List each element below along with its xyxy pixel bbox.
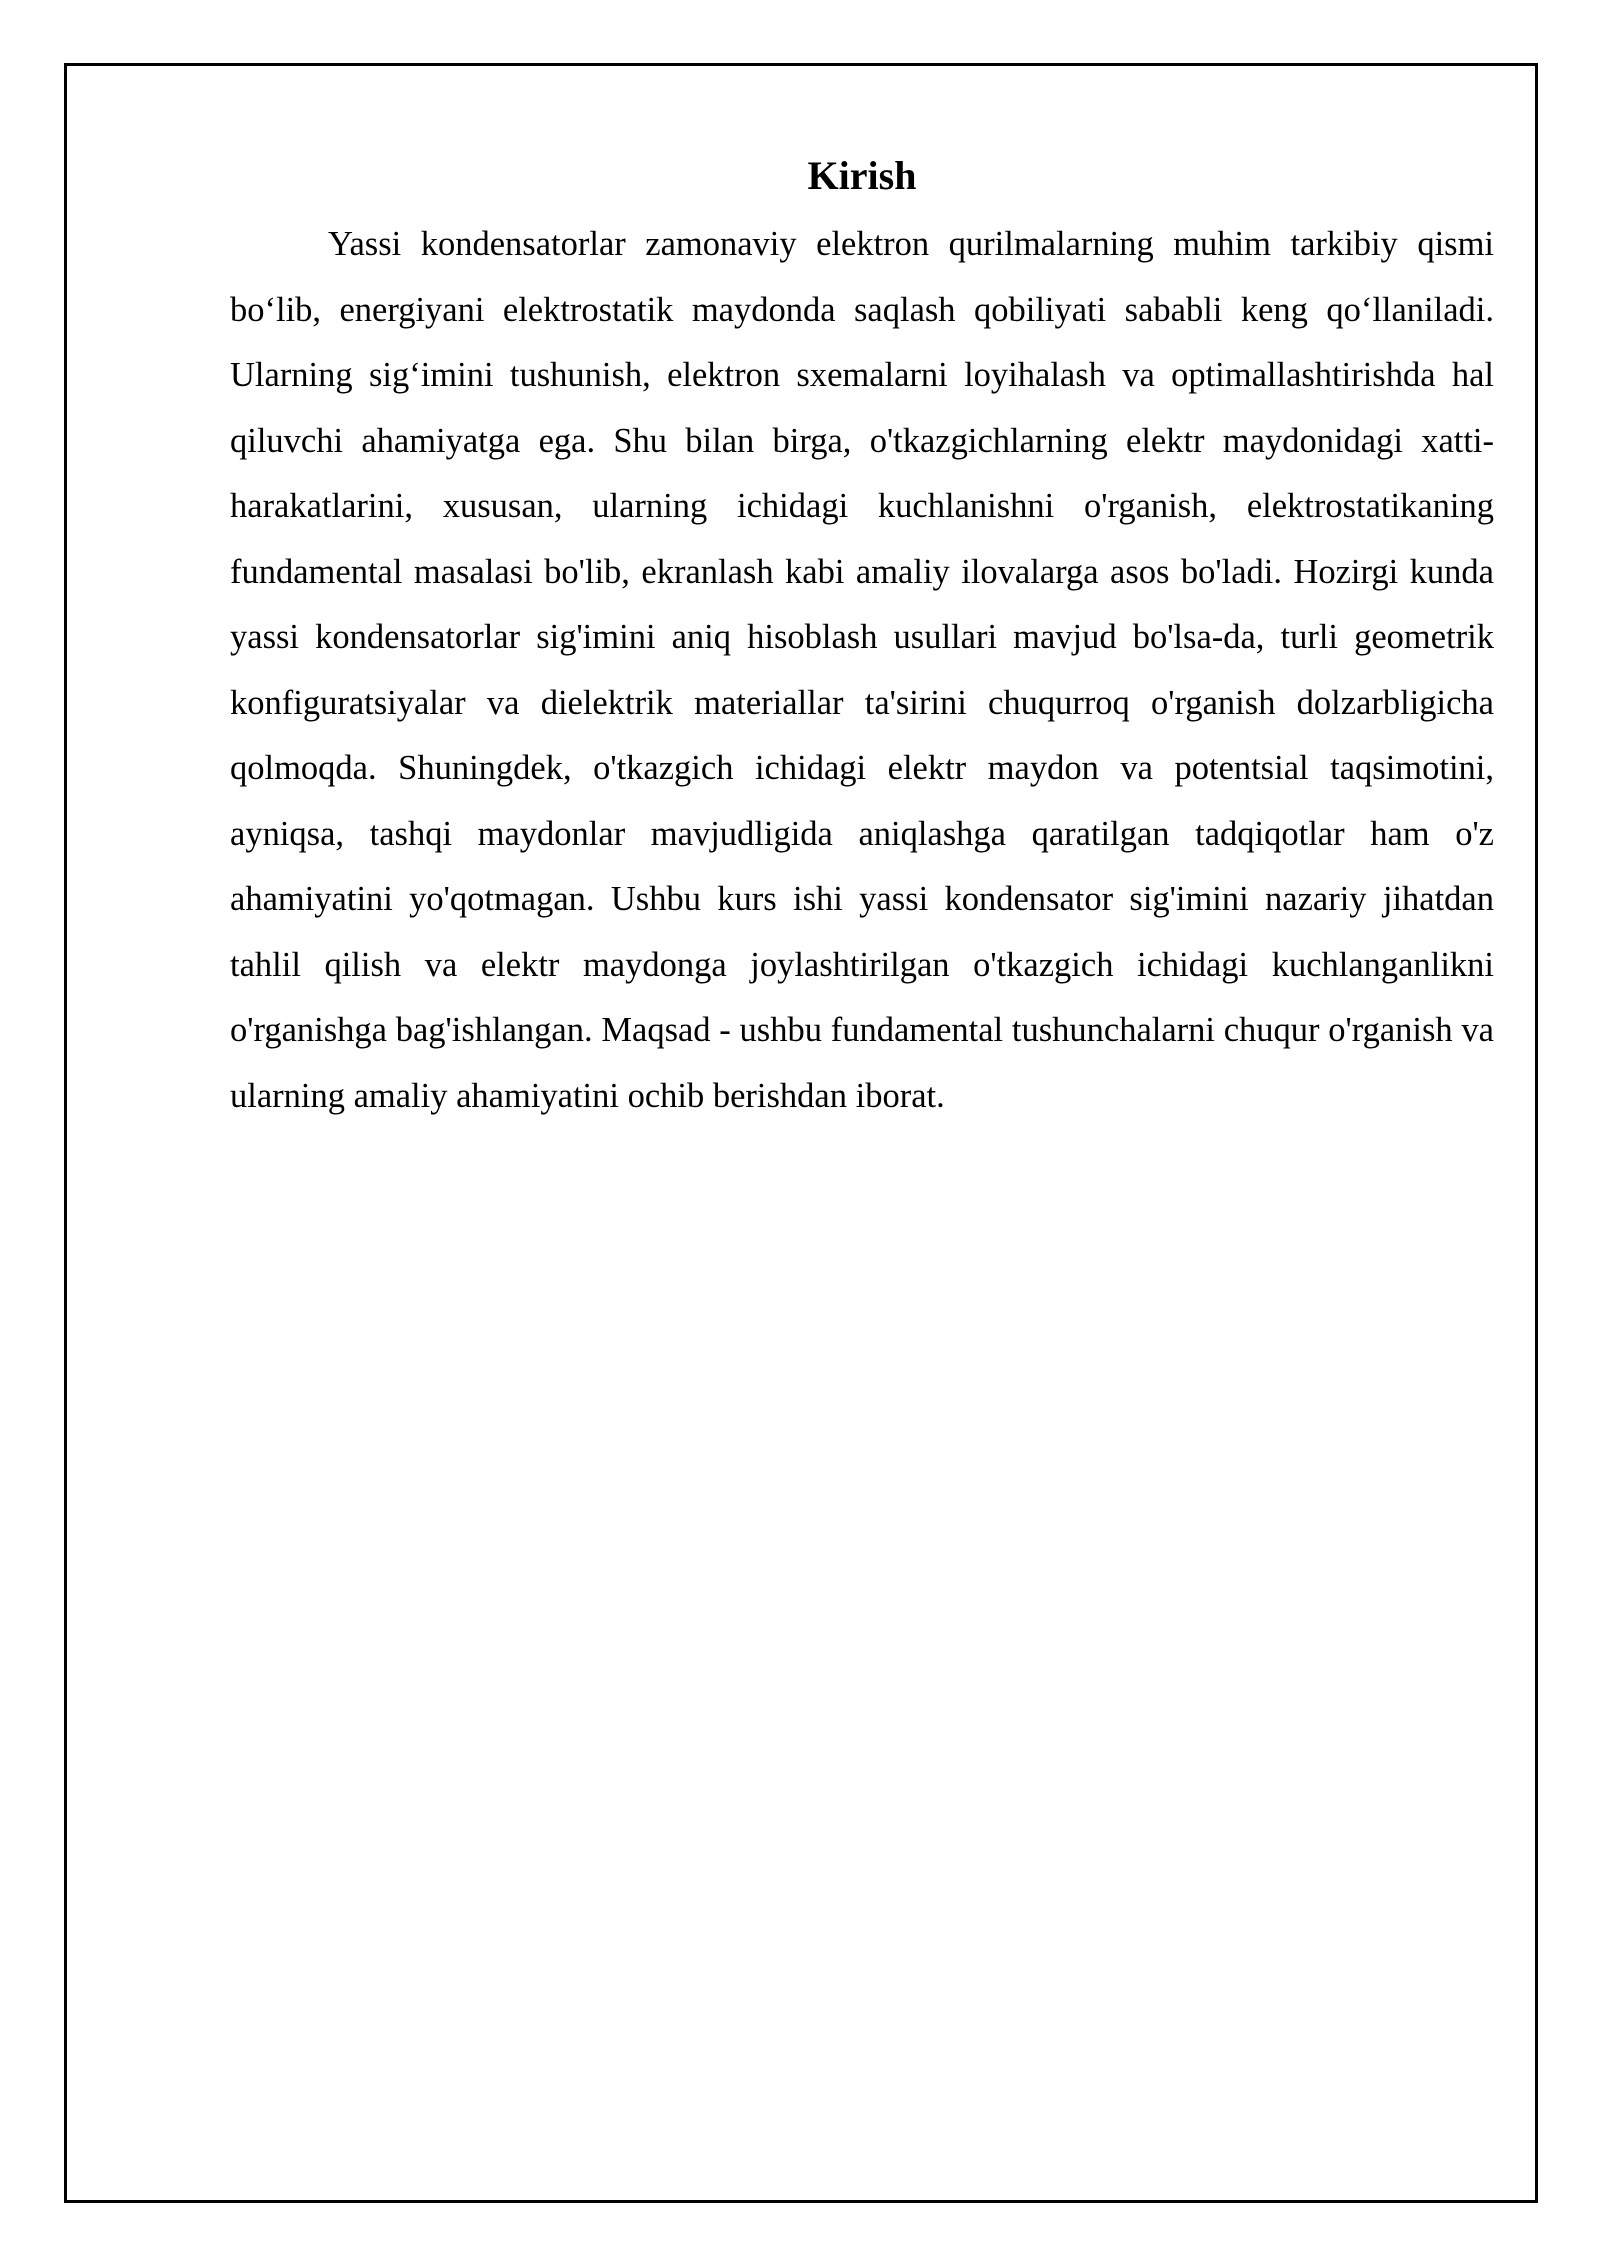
section-title: Kirish: [807, 153, 917, 198]
intro-paragraph: Yassi kondensatorlar zamonaviy elektron qurilmalarning muhim tarkibiy qismi bo‘lib, energiyani elektrostatik maydonda saqlash qobiliyati sababli keng qo‘llaniladi. Ularning sig‘imini tushunish, elektron sxemalarni loyihalash va optimallashtirishda hal qiluvchi ahamiyatga ega. Shu bilan birga, o'tkazgichlarning elektr maydonidagi xatti-harakatlarini, xususan, ularning ichidagi kuchlanishni o'rganish, elektrostatikaning fundamental masalasi bo'lib, ekranlash kabi amaliy ilovalarga asos bo'ladi. Hozirgi kunda yassi kondensatorlar sig'imini aniq hisoblash usullari mavjud bo'lsa-da, turli geometrik konfiguratsiyalar va dielektrik materiallar ta'sirini chuqurroq o'rganish dolzarbligicha qolmoqda. Shuningdek, o'tkazgich ichidagi elektr maydon va potentsial taqsimotini, ayniqsa, tashqi maydonlar mavjudligida aniqlashga qaratilgan tadqiqotlar ham o'z ahamiyatini yo'qotmagan. Ushbu kurs ishi yassi kondensator sig'imini nazariy jihatdan tahlil qilish va elektr maydonga joylashtirilgan o'tkazgich ichidagi kuchlanganlikni o'rganishga bag'ishlangan. Maqsad - ushbu fundamental tushunchalarni chuqur o'rganish va ularning amaliy ahamiyatini ochib berishdan iborat.: [230, 225, 1494, 1115]
document-body: [230, 148, 1494, 1129]
